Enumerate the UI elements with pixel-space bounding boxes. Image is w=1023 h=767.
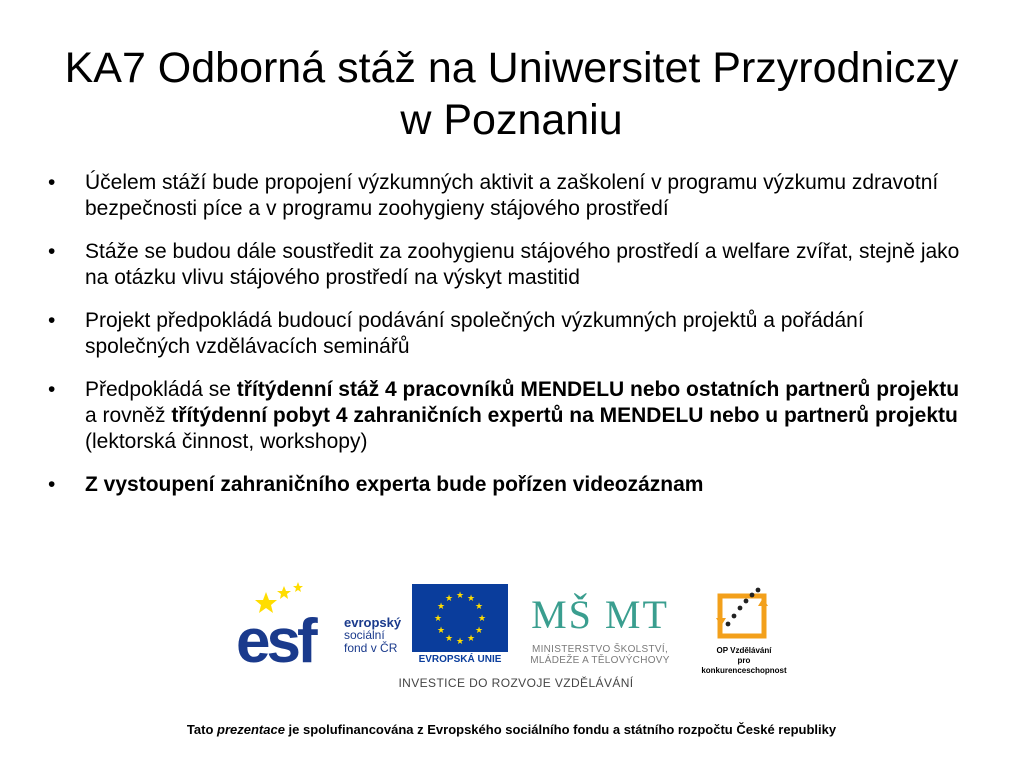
esf-logo	[236, 580, 411, 670]
svg-text:★: ★	[436, 626, 446, 636]
msmt-logo	[516, 582, 684, 670]
op-mark-icon	[694, 584, 794, 644]
esf-caption	[344, 616, 401, 655]
bullet-item	[48, 239, 973, 291]
bullet-text-part: (lektorská činnost, workshopy)	[85, 430, 368, 453]
bullet-text-part: a rovněž	[85, 404, 172, 427]
esf-line: evropský	[344, 615, 402, 630]
msmt-mark-text: MŠ MT	[531, 592, 669, 637]
bullet-marker: •	[48, 240, 56, 263]
esf-line: fond v ČR	[344, 641, 398, 655]
svg-text:★: ★	[433, 614, 443, 624]
svg-text:★: ★	[466, 594, 476, 604]
bullet-text-bold: třítýdenní stáž 4 pracovníků MENDELU nebo ostatních partnerů projektu	[236, 378, 960, 401]
esf-mark-text: esf	[236, 607, 314, 670]
eu-stars-icon	[412, 584, 508, 652]
svg-text:★: ★	[477, 614, 487, 624]
bullet-item	[48, 170, 973, 222]
svg-text:★: ★	[455, 591, 465, 601]
logo-strip	[236, 580, 796, 695]
msmt-line: MLÁDEŽE A TĚLOVÝCHOVY	[530, 655, 670, 666]
investice-slogan: INVESTICE DO ROZVOJE VZDĚLÁVÁNÍ	[398, 676, 634, 690]
svg-text:★: ★	[436, 602, 446, 612]
bullet-text-bold: třítýdenní pobyt 4 zahraničních expertů na MENDELU nebo u partnerů projektu	[171, 404, 958, 427]
op-caption	[694, 646, 794, 676]
svg-text:★: ★	[455, 637, 465, 647]
footer-text-part: Tato	[186, 722, 217, 737]
svg-text:★: ★	[474, 626, 484, 636]
slide-title: KA7 Odborná stáž na Uniwersitet Przyrodniczy w Poznaniu	[64, 44, 959, 144]
bullet-marker: •	[48, 171, 56, 194]
bullet-text: Stáže se budou dále soustředit za zoohygienu stájového prostředí a welfare zvířat, stejně jako na otázku vlivu stájového prostředí na výskyt mastitid	[85, 240, 960, 289]
svg-text:★: ★	[474, 602, 484, 612]
esf-line: sociální	[344, 628, 385, 642]
bullet-marker: •	[48, 309, 56, 332]
msmt-mark-icon	[516, 582, 684, 642]
bullet-item	[48, 377, 973, 455]
eu-label: EVROPSKÁ UNIE	[418, 654, 502, 665]
bullet-item	[48, 308, 973, 360]
msmt-caption	[516, 644, 684, 666]
bullet-item	[48, 472, 973, 498]
bullet-text-part: Předpokládá se	[85, 378, 237, 401]
footer-text-italic: prezentace	[217, 722, 285, 737]
bullet-text: Projekt předpokládá budoucí podávání společných výzkumných projektů a pořádání společných vzdělávacích seminářů	[85, 309, 864, 358]
footer-note	[0, 722, 1023, 737]
bullet-list	[48, 170, 973, 515]
footer-text-part: je spolufinancována z Evropského sociálního fondu a státního rozpočtu České republiky	[284, 722, 837, 737]
op-line: pro konkurenceschopnost	[701, 656, 787, 675]
svg-text:★: ★	[466, 634, 476, 644]
bullet-text-bold: Z vystoupení zahraničního experta bude pořízen videozáznam	[85, 473, 704, 496]
bullet-marker: •	[48, 473, 56, 496]
svg-text:★: ★	[444, 594, 454, 604]
op-line: OP Vzdělávání	[716, 646, 772, 655]
msmt-line: MINISTERSTVO ŠKOLSTVÍ,	[531, 644, 669, 655]
bullet-text: Účelem stáží bude propojení výzkumných aktivit a zaškolení v programu výzkumu zdravotní bezpečnosti píce a v programu zoohygieny stájového prostředí	[85, 171, 939, 220]
eu-logo	[412, 584, 508, 670]
op-logo	[694, 584, 794, 675]
bullet-marker: •	[48, 378, 56, 401]
esf-mark-graphic	[236, 580, 346, 670]
eu-flag	[412, 584, 508, 652]
svg-text:★: ★	[444, 634, 454, 644]
